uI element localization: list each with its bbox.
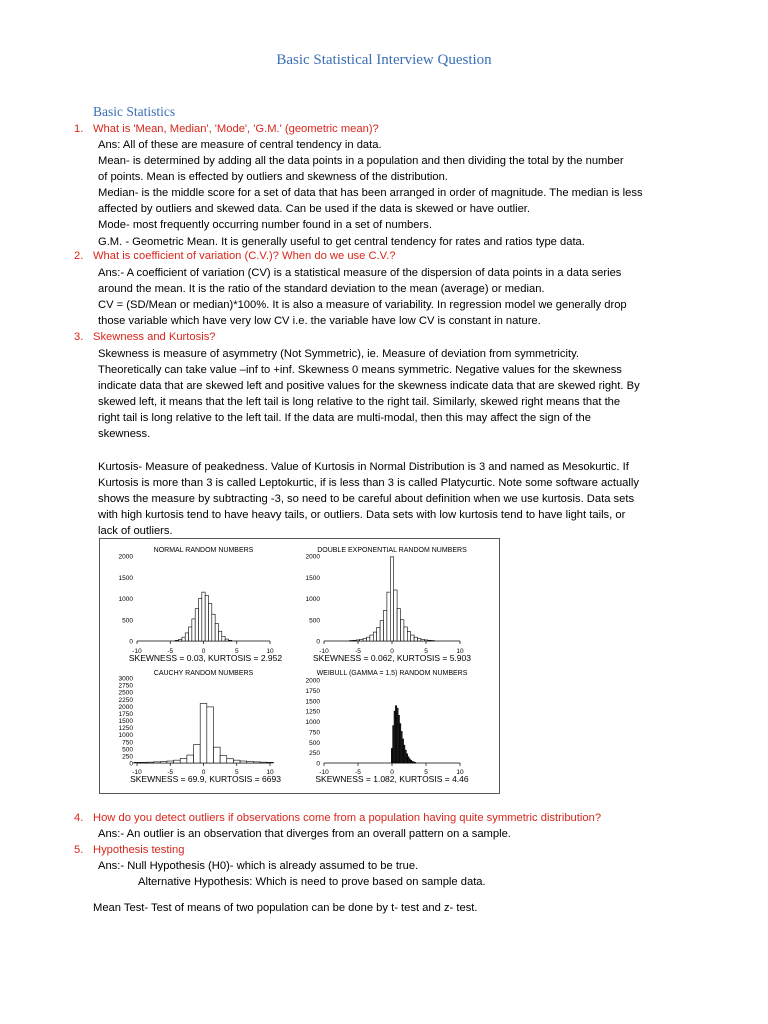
histogram-bar (199, 599, 202, 642)
chart-title: CAUCHY RANDOM NUMBERS (153, 670, 254, 677)
x-tick-label: 5 (234, 648, 239, 655)
histogram-bar (140, 762, 147, 763)
x-tick-label: 10 (456, 648, 464, 655)
y-tick-label: 500 (309, 739, 320, 747)
x-tick-label: 10 (456, 769, 464, 776)
histogram-bar (360, 639, 363, 641)
answer-line: Mean- is determined by adding all the data points in a population and then dividing the total by the number (98, 155, 624, 168)
answer-line: Kurtosis is more than 3 is called Leptokurtic, if is less than 3 is called Platycurtic. Note some software actually (98, 476, 639, 489)
histogram-bar (218, 631, 221, 641)
y-tick-label: 0 (316, 638, 320, 646)
histogram-bar (356, 640, 359, 641)
x-tick-label: 5 (234, 769, 239, 776)
answer-line: Ans:- An outlier is an observation that diverges from an overall pattern on a sample. (98, 828, 511, 840)
document-title: Basic Statistical Interview Question (276, 52, 492, 68)
answer-line: Theoretically can take value –inf to +inf. Skewness 0 means symmetric. Negative values for the skewness (98, 364, 622, 377)
histogram-bar (175, 640, 178, 641)
histogram-bar (370, 635, 373, 641)
x-tick-label: -10 (319, 769, 329, 776)
y-tick-label: 2750 (118, 682, 133, 690)
histogram-bar (267, 762, 274, 763)
histogram-bar (421, 639, 424, 641)
histogram-bar (363, 638, 366, 641)
y-tick-label: 1000 (118, 732, 133, 740)
histogram-bar (189, 627, 192, 641)
histogram-bar (192, 619, 195, 641)
histogram-bar (187, 755, 194, 763)
y-tick-label: 0 (129, 760, 133, 768)
question-3 (74, 329, 216, 345)
histogram-bar (377, 627, 380, 641)
answer-line: Kurtosis- Measure of peakedness. Value of Kurtosis in Normal Distribution is 3 and named as Mesokurtic. If (98, 460, 629, 473)
answer-line: skewed left, it means that the left tail is long relative to the right tail. Similarly, skewed right means that the (98, 396, 621, 409)
x-tick-label: -5 (167, 648, 174, 655)
histogram-bar (253, 762, 260, 763)
histogram-bar (407, 632, 410, 641)
histogram-bar (247, 762, 254, 763)
y-tick-label: 750 (122, 739, 133, 747)
y-tick-label: 500 (122, 617, 133, 625)
histogram-bar (390, 557, 393, 641)
histogram-bar (215, 624, 218, 641)
answer-line: affected by outliers and skewed data. Can be used if the data is skewed or have outlier. (98, 203, 531, 216)
answer-line: skewness. (98, 428, 151, 441)
histogram-bar (240, 761, 247, 763)
histogram-bar (185, 633, 188, 641)
question-number: 4. (74, 812, 84, 824)
histogram-bar (353, 640, 356, 641)
histogram-bar (387, 592, 390, 641)
histogram-bar (397, 609, 400, 641)
answer-line: CV = (SD/Mean or median)*100%. It is also a measure of variability. In regression model we generally drop (98, 299, 627, 312)
histogram-bar (205, 596, 208, 641)
y-tick-label: 3000 (118, 675, 133, 683)
question-2 (74, 248, 395, 264)
x-tick-label: 0 (201, 648, 206, 655)
answer-line: G.M. - Geometric Mean. It is generally useful to get central tendency for rates and ratios type data. (98, 235, 585, 248)
histogram-bar (220, 756, 227, 763)
x-tick-label: -10 (319, 648, 329, 655)
histogram-bar (428, 640, 431, 641)
histogram-bar (207, 707, 214, 763)
histogram-bar (208, 604, 211, 641)
answer-line: indicate data that are skewed left and positive values for the skewness indicate data that are skewed right. By (98, 380, 640, 393)
histogram-bar (154, 762, 161, 763)
histogram-bar (233, 760, 240, 763)
histogram-bar (418, 638, 421, 641)
chart-caption: SKEWNESS = 0.03, KURTOSIS = 2.952 (128, 653, 283, 663)
y-tick-label: 1500 (118, 718, 133, 725)
chart-caption: SKEWNESS = 69.9, KURTOSIS = 6693 (130, 774, 281, 784)
answer-3 (98, 346, 683, 539)
question-number: 5. (74, 844, 84, 856)
answer-line: shows the measure by subtracting -3, so need to be careful about definition when we use kurtosis. Data sets (98, 492, 635, 505)
answer-line: those variable which have very low CV i.e. the variable have low CV is constant in nature. (98, 315, 541, 328)
histogram-bar (222, 636, 225, 641)
x-tick-label: -5 (167, 769, 174, 776)
answer-line: Median- is the middle score for a set of data that has been arranged in order of magnitude. The median is less (98, 187, 643, 200)
x-tick-label: -10 (132, 648, 142, 655)
x-tick-label: 5 (424, 769, 428, 776)
y-tick-label: 2000 (305, 553, 320, 561)
histogram-bar (182, 637, 185, 641)
chart-title: NORMAL RANDOM NUMBERS (153, 547, 254, 554)
y-tick-label: 1000 (305, 596, 320, 603)
y-tick-label: 2500 (118, 689, 133, 697)
histogram-bar (147, 762, 154, 763)
y-tick-label: 2000 (118, 703, 133, 711)
y-tick-label: 500 (309, 617, 320, 625)
histogram-bar (380, 621, 383, 641)
y-tick-label: 0 (316, 760, 320, 768)
x-tick-label: 5 (424, 648, 428, 655)
answer-line: right tail is long relative to the left tail. If the data are multi-modal, then this may affect the sign of the (98, 412, 591, 425)
y-tick-label: 1250 (305, 708, 320, 716)
y-tick-label: 1500 (305, 698, 320, 706)
histogram-bar (414, 637, 417, 641)
x-tick-label: 0 (390, 769, 394, 776)
histogram-bar (160, 762, 167, 763)
question-5 (74, 842, 184, 858)
answer-4 (98, 826, 683, 842)
answer-line: lack of outliers. (98, 525, 173, 538)
question-number: 1. (74, 123, 84, 135)
answer-line: Ans:- Null Hypothesis (H0)- which is already assumed to be true. (98, 860, 419, 872)
histogram-bar (404, 627, 407, 641)
answer-line: around the mean. It is the ratio of the standard deviation to the mean (average) or median. (98, 283, 545, 296)
histogram-bar (367, 637, 370, 641)
answer-line: of points. Mean is effected by outliers and skewness of the distribution. (98, 171, 448, 184)
chart-caption: SKEWNESS = 0.062, KURTOSIS = 5.903 (313, 653, 471, 663)
histogram-bar (227, 759, 234, 763)
histogram-bar (373, 632, 376, 641)
histogram-bar (212, 614, 215, 641)
chart-title: DOUBLE EXPONENTIAL RANDOM NUMBERS (317, 547, 467, 554)
question-text: What is 'Mean, Median', 'Mode', 'G.M.' (geometric mean)? (93, 123, 379, 135)
question-text: Skewness and Kurtosis? (93, 331, 216, 343)
histogram-bar (179, 639, 182, 641)
y-tick-label: 1000 (118, 596, 133, 603)
histogram-bar (180, 758, 187, 763)
y-tick-label: 1750 (305, 687, 320, 695)
y-tick-label: 500 (122, 746, 133, 754)
question-number: 2. (74, 250, 84, 262)
histogram-bar (174, 760, 181, 763)
question-text: Hypothesis testing (93, 844, 185, 856)
answer-line: Mode- most frequently occurring number found in a set of numbers. (98, 219, 432, 232)
histogram-bar (260, 762, 267, 763)
histogram-bar (134, 762, 141, 763)
chart-title: WEIBULL (GAMMA = 1.5) RANDOM NUMBERS (316, 670, 468, 677)
histogram-bar (384, 610, 387, 641)
question-text: What is coefficient of variation (C.V.)? When do we use C.V.? (93, 250, 396, 262)
y-tick-label: 250 (309, 750, 320, 758)
y-tick-label: 1000 (305, 719, 320, 726)
question-4 (74, 810, 601, 826)
histogram-bar (411, 635, 414, 641)
y-tick-label: 1500 (305, 574, 320, 582)
y-tick-label: 2000 (305, 677, 320, 685)
histogram-bar (394, 590, 397, 641)
histogram-bar (228, 640, 231, 641)
question-1 (74, 121, 379, 137)
mean-test-note: Mean Test- Test of means of two population can be done by t- test and z- test. (93, 902, 478, 914)
histogram-bar (414, 762, 415, 763)
answer-line: with high kurtosis tend to have heavy tails, or outliers. Data sets with low kurtosis tend to have light tails, or (98, 508, 626, 521)
y-tick-label: 250 (122, 753, 133, 761)
x-tick-label: 0 (390, 648, 394, 655)
y-tick-label: 750 (309, 729, 320, 737)
answer-line: Ans: All of these are measure of central tendency in data. (98, 139, 382, 151)
histogram-bar (200, 704, 207, 764)
y-tick-label: 2000 (118, 553, 133, 561)
blank-line (98, 443, 683, 459)
y-tick-label: 0 (129, 638, 133, 646)
y-tick-label: 1750 (118, 710, 133, 718)
question-text: How do you detect outliers if observations come from a population having quite symmetric distribution? (93, 812, 602, 824)
y-tick-label: 1250 (118, 725, 133, 733)
y-tick-label: 2250 (118, 696, 133, 704)
answer-5 (98, 858, 683, 890)
answer-1 (98, 137, 683, 250)
chart-caption: SKEWNESS = 1.082, KURTOSIS = 4.46 (315, 774, 469, 784)
question-number: 3. (74, 331, 84, 343)
histogram-bar (167, 761, 174, 763)
x-tick-label: 0 (201, 769, 206, 776)
histogram-bar (195, 609, 198, 641)
histograms-svg (100, 539, 499, 793)
answer-2 (98, 265, 683, 329)
histogram-bar (202, 592, 205, 641)
answer-line: Alternative Hypothesis: Which is need to prove based on sample data. (138, 876, 486, 889)
x-tick-label: -5 (355, 769, 361, 776)
section-heading: Basic Statistics (93, 104, 176, 119)
histogram-bar (194, 745, 201, 763)
answer-line: Ans:- A coefficient of variation (CV) is a statistical measure of the dispersion of data points in a data series (98, 267, 622, 279)
answer-line: Skewness is measure of asymmetry (Not Symmetric), ie. Measure of deviation from symmetricity. (98, 348, 579, 360)
x-tick-label: -10 (132, 769, 142, 776)
x-tick-label: 10 (266, 648, 274, 655)
histogram-bar (424, 640, 427, 641)
histogram-bar (401, 620, 404, 641)
distribution-histograms-figure (99, 538, 500, 794)
y-tick-label: 1500 (118, 574, 133, 582)
x-tick-label: -5 (355, 648, 361, 655)
x-tick-label: 10 (266, 769, 274, 776)
histogram-bar (213, 747, 220, 763)
histogram-bar (225, 639, 228, 641)
